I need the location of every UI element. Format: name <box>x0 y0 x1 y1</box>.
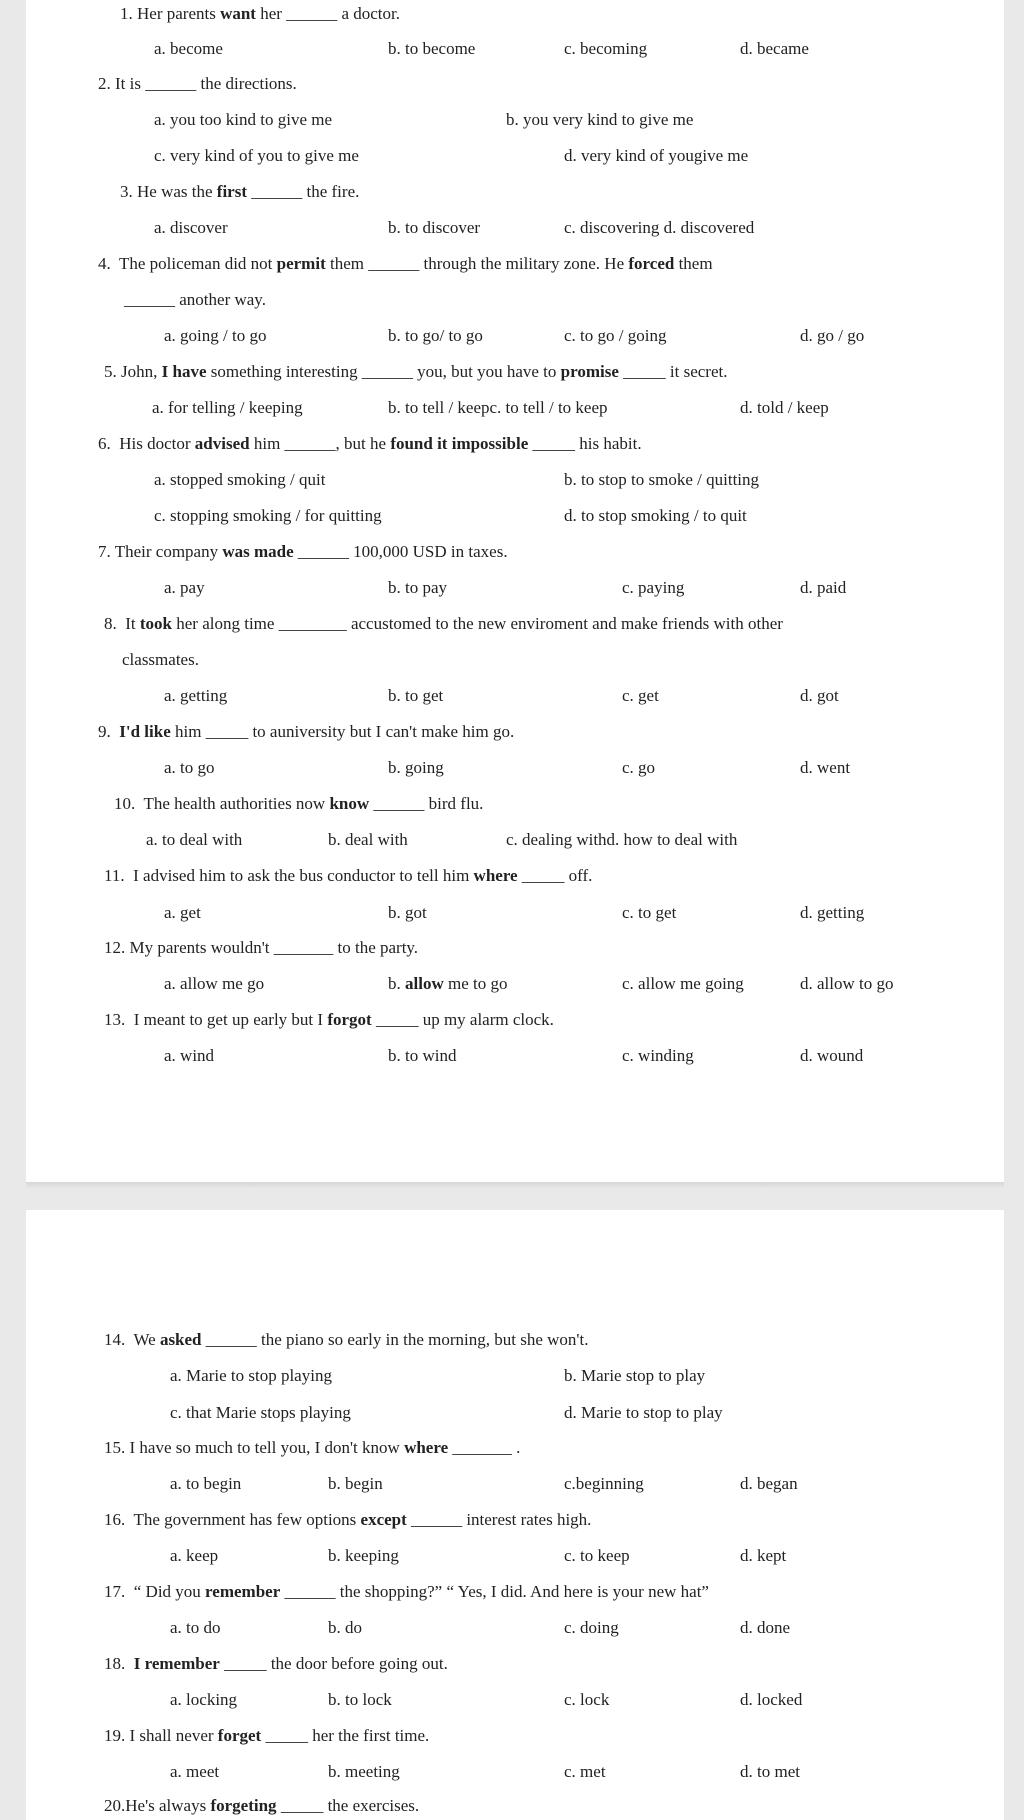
question-13: 13. I meant to get up early but I forgot _____ up my alarm clock. <box>104 1010 554 1029</box>
option-10cd: c. dealing withd. how to deal with <box>506 830 738 849</box>
option-18c: c. lock <box>564 1690 610 1709</box>
question-9: 9. I'd like him _____ to auniversity but I can't make him go. <box>98 722 515 741</box>
option-13c: c. winding <box>622 1046 694 1065</box>
option-2b: b. you very kind to give me <box>506 110 694 129</box>
option-1a: a. become <box>154 39 223 58</box>
page-separator <box>26 1182 1004 1190</box>
option-18b: b. to lock <box>328 1690 392 1709</box>
option-14c: c. that Marie stops playing <box>170 1403 351 1422</box>
question-5: 5. John, I have something interesting ______ you, but you have to promise _____ it secret. <box>104 362 728 381</box>
option-6c: c. stopping smoking / for quitting <box>154 506 382 525</box>
question-4-continued: ______ another way. <box>124 290 266 309</box>
option-4d: d. go / go <box>800 326 865 345</box>
option-14a: a. Marie to stop playing <box>170 1366 332 1385</box>
question-1: 1. Her parents want her ______ a doctor. <box>120 4 400 23</box>
option-17b: b. do <box>328 1618 362 1637</box>
question-14: 14. We asked ______ the piano so early in the morning, but she won't. <box>104 1330 589 1349</box>
option-3b: b. to discover <box>388 218 481 237</box>
question-3: 3. He was the first ______ the fire. <box>120 182 360 201</box>
option-2a: a. you too kind to give me <box>154 110 333 129</box>
option-14b: b. Marie stop to play <box>564 1366 706 1385</box>
question-17: 17. “ Did you remember ______ the shopping?” “ Yes, I did. And here is your new hat” <box>104 1582 709 1601</box>
option-18a: a. locking <box>170 1690 238 1709</box>
question-20: 20.He's always forgeting _____ the exercises. <box>104 1796 420 1815</box>
option-8d: d. got <box>800 686 839 705</box>
question-4: 4. The policeman did not permit them ______ through the military zone. He forced them <box>98 254 713 273</box>
option-17a: a. to do <box>170 1618 221 1637</box>
option-19a: a. meet <box>170 1762 220 1781</box>
option-7a: a. pay <box>164 578 205 597</box>
option-6d: d. to stop smoking / to quit <box>564 506 747 525</box>
option-15d: d. began <box>740 1474 798 1493</box>
question-18: 18. I remember _____ the door before going out. <box>104 1654 448 1673</box>
option-14d: d. Marie to stop to play <box>564 1403 723 1422</box>
option-4a: a. going / to go <box>164 326 267 345</box>
option-3a: a. discover <box>154 218 228 237</box>
option-11d: d. getting <box>800 903 865 922</box>
option-13a: a. wind <box>164 1046 215 1065</box>
option-13b: b. to wind <box>388 1046 457 1065</box>
option-9c: c. go <box>622 758 656 777</box>
option-15b: b. begin <box>328 1474 383 1493</box>
option-3cd: c. discovering d. discovered <box>564 218 755 237</box>
question-10: 10. The health authorities now know ______ bird flu. <box>114 794 484 813</box>
question-15: 15. I have so much to tell you, I don't know where _______ . <box>104 1438 521 1457</box>
question-12: 12. My parents wouldn't _______ to the party. <box>104 938 419 957</box>
option-17d: d. done <box>740 1618 791 1637</box>
option-11a: a. get <box>164 903 201 922</box>
option-2d: d. very kind of yougive me <box>564 146 749 165</box>
option-16b: b. keeping <box>328 1546 399 1565</box>
option-1c: c. becoming <box>564 39 648 58</box>
option-7b: b. to pay <box>388 578 448 597</box>
option-19d: d. to met <box>740 1762 800 1781</box>
option-19c: c. met <box>564 1762 606 1781</box>
option-12c: c. allow me going <box>622 974 744 993</box>
question-8: 8. It took her along time ________ accustomed to the new enviroment and make friends with other <box>104 614 783 633</box>
option-8a: a. getting <box>164 686 228 705</box>
option-13d: d. wound <box>800 1046 864 1065</box>
option-4b: b. to go/ to go <box>388 326 483 345</box>
option-5bc: b. to tell / keepc. to tell / to keep <box>388 398 608 417</box>
option-16d: d. kept <box>740 1546 787 1565</box>
option-15c: c.beginning <box>564 1474 644 1493</box>
question-6: 6. His doctor advised him ______, but he found it impossible _____ his habit. <box>98 434 642 453</box>
question-8-continued: classmates. <box>122 650 199 669</box>
option-1b: b. to become <box>388 39 476 58</box>
option-6b: b. to stop to smoke / quitting <box>564 470 760 489</box>
option-15a: a. to begin <box>170 1474 242 1493</box>
option-5a: a. for telling / keeping <box>152 398 303 417</box>
option-12a: a. allow me go <box>164 974 265 993</box>
option-10a: a. to deal with <box>146 830 243 849</box>
option-9d: d. went <box>800 758 851 777</box>
option-17c: c. doing <box>564 1618 619 1637</box>
option-11b: b. got <box>388 903 427 922</box>
question-11: 11. I advised him to ask the bus conductor to tell him where _____ off. <box>104 866 593 885</box>
option-4c: c. to go / going <box>564 326 667 345</box>
option-12b: b. allow me to go <box>388 974 508 993</box>
option-12d: d. allow to go <box>800 974 894 993</box>
option-19b: b. meeting <box>328 1762 400 1781</box>
option-7d: d. paid <box>800 578 847 597</box>
option-1d: d. became <box>740 39 809 58</box>
option-6a: a. stopped smoking / quit <box>154 470 326 489</box>
option-9b: b. going <box>388 758 444 777</box>
option-7c: c. paying <box>622 578 685 597</box>
option-2c: c. very kind of you to give me <box>154 146 359 165</box>
option-10b: b. deal with <box>328 830 408 849</box>
option-18d: d. locked <box>740 1690 803 1709</box>
option-9a: a. to go <box>164 758 215 777</box>
option-5d: d. told / keep <box>740 398 829 417</box>
question-2: 2. It is ______ the directions. <box>98 74 297 93</box>
question-19: 19. I shall never forget _____ her the first time. <box>104 1726 430 1745</box>
option-8c: c. get <box>622 686 659 705</box>
question-16: 16. The government has few options except ______ interest rates high. <box>104 1510 592 1529</box>
option-16c: c. to keep <box>564 1546 630 1565</box>
option-16a: a. keep <box>170 1546 219 1565</box>
option-11c: c. to get <box>622 903 677 922</box>
option-8b: b. to get <box>388 686 444 705</box>
question-7: 7. Their company was made ______ 100,000 USD in taxes. <box>98 542 508 561</box>
